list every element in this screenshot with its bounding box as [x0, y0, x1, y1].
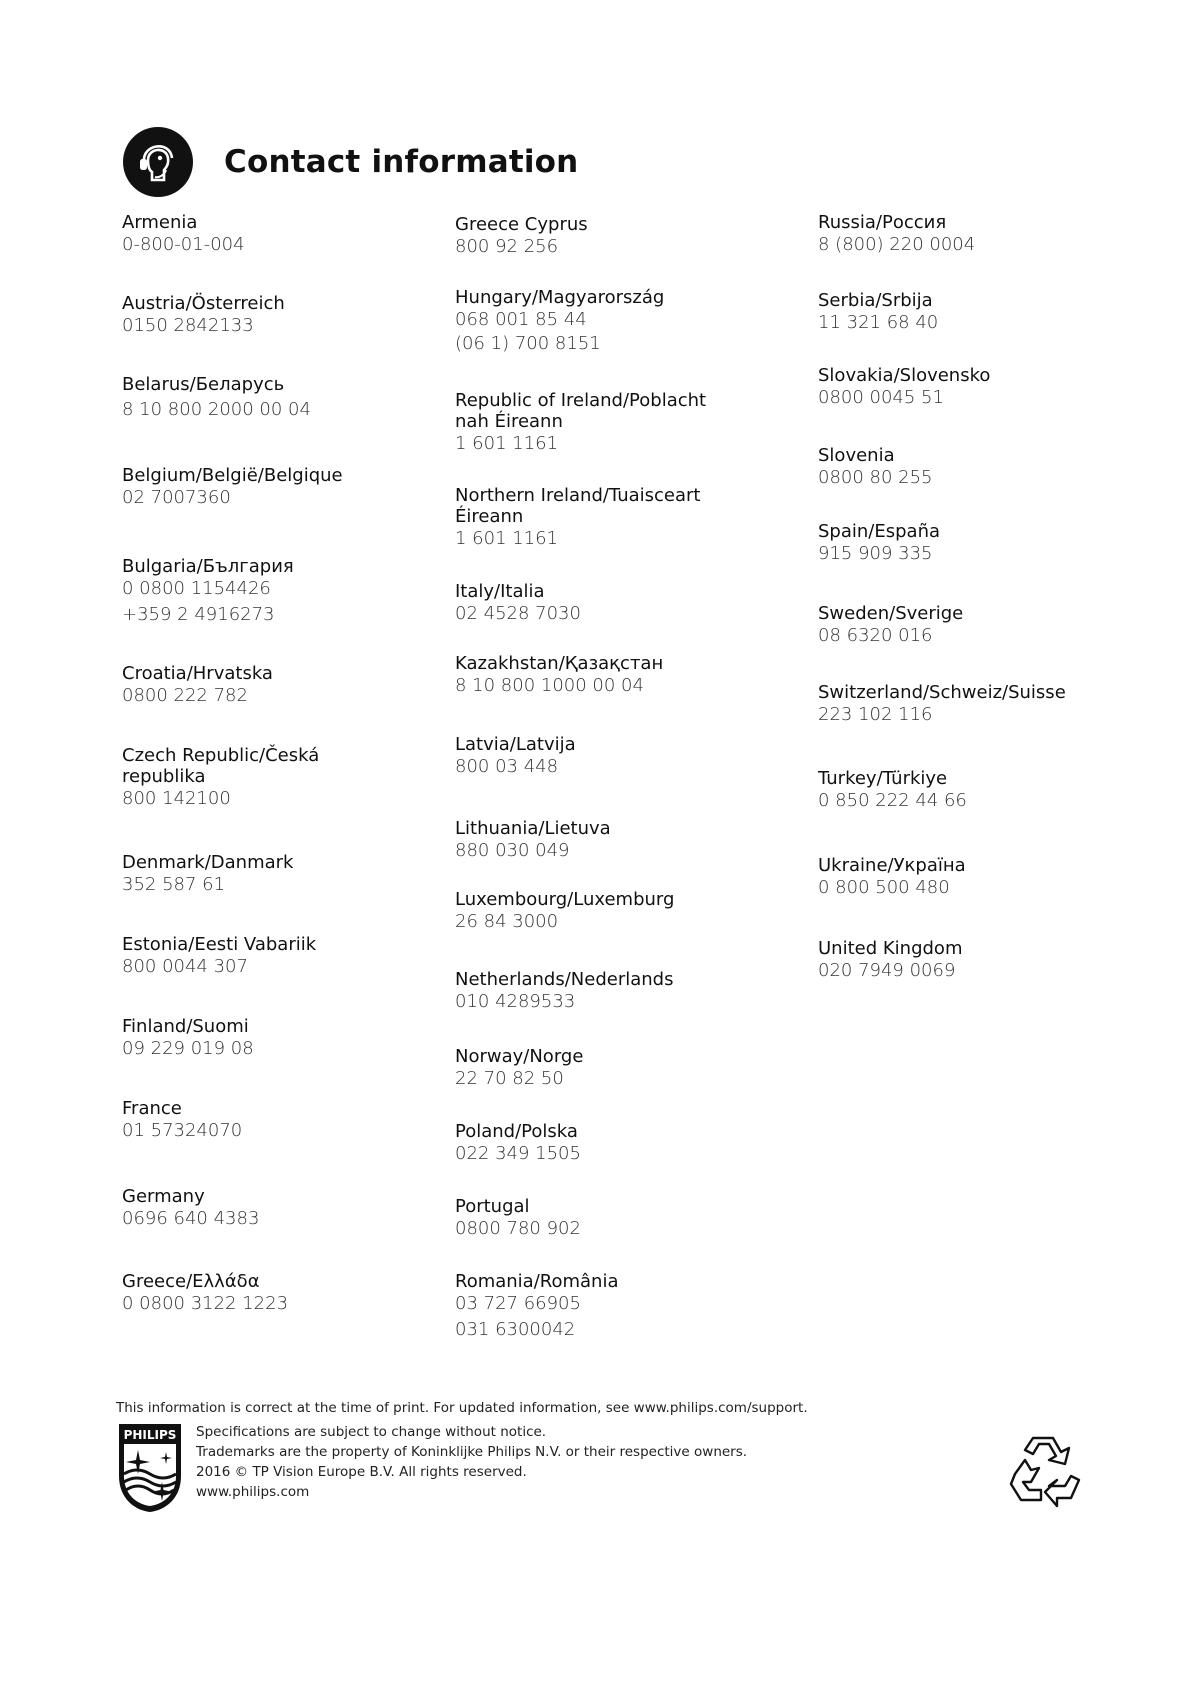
country-name-continued: Éireann: [455, 506, 524, 527]
phone-number: 08 6320 016: [818, 625, 933, 646]
phone-number: 352 587 61: [122, 874, 226, 895]
contact-entry: [122, 293, 285, 338]
contact-entry: [455, 653, 663, 698]
phone-number: 800 142100: [122, 788, 231, 809]
country-name: Switzerland/Schweiz/Suisse: [818, 682, 1066, 703]
philips-logo-text: PHILIPS: [123, 1428, 177, 1442]
phone-number: 0 800 500 480: [818, 877, 950, 898]
contact-entry: [455, 485, 701, 551]
contact-entry: [818, 938, 962, 983]
country-name: Portugal: [455, 1196, 530, 1217]
contact-entry: [455, 818, 611, 863]
phone-number: 010 4289533: [455, 991, 576, 1012]
phone-number: 0 0800 3122 1223: [122, 1293, 289, 1314]
country-name: France: [122, 1098, 182, 1119]
phone-number: 0800 80 255: [818, 467, 933, 488]
country-name: Sweden/Sverige: [818, 603, 964, 624]
phone-number: 0696 640 4383: [122, 1208, 260, 1229]
country-name: Hungary/Magyarország: [455, 287, 665, 308]
contact-entry: [818, 445, 933, 490]
phone-number: 0 0800 1154426: [122, 578, 271, 599]
phone-number: 22 70 82 50: [455, 1068, 564, 1089]
recycle-icon: [1003, 1430, 1083, 1510]
country-name: Greece Cyprus: [455, 214, 588, 235]
contact-entry: [818, 603, 963, 648]
contact-entry: [455, 969, 673, 1014]
contact-entry: [122, 212, 245, 257]
phone-number: 8 10 800 2000 00 04: [122, 399, 311, 420]
country-name: Republic of Ireland/Poblacht: [455, 390, 707, 411]
country-name: Austria/Österreich: [122, 293, 285, 314]
phone-number: 800 0044 307: [122, 956, 248, 977]
phone-number: 0 850 222 44 66: [818, 790, 967, 811]
phone-number: 068 001 85 44: [455, 309, 587, 330]
phone-number: 1 601 1161: [455, 528, 559, 549]
country-name: Denmark/Danmark: [122, 852, 294, 873]
contact-entry: [455, 1121, 581, 1166]
contact-entry: [818, 682, 1066, 727]
phone-number: 02 7007360: [122, 487, 231, 508]
phone-number: 223 102 116: [818, 704, 933, 725]
country-name: Estonia/Eesti Vabariik: [122, 934, 317, 955]
country-name: Armenia: [122, 212, 198, 233]
phone-number: 800 03 448: [455, 756, 559, 777]
contact-entry: [818, 768, 967, 813]
footer-note: This information is correct at the time of print. For updated information, see www.philips.com/support.: [116, 1400, 808, 1416]
contact-entry: [455, 1271, 619, 1342]
country-name: United Kingdom: [818, 938, 963, 959]
contact-entry: [455, 734, 576, 779]
phone-number: 800 92 256: [455, 236, 559, 257]
contact-entry: [455, 1196, 581, 1241]
contact-entry: [455, 889, 674, 934]
phone-number: 020 7949 0069: [818, 960, 956, 981]
phone-number: 8 (800) 220 0004: [818, 234, 976, 255]
contact-entry: [818, 365, 990, 410]
phone-number: 031 6300042: [455, 1319, 576, 1340]
phone-number: 0-800-01-004: [122, 234, 245, 255]
country-name: Poland/Polska: [455, 1121, 578, 1142]
phone-number: 09 229 019 08: [122, 1038, 254, 1059]
contact-entry: [122, 745, 319, 811]
contact-entry: [122, 1271, 288, 1316]
contact-entry: [818, 521, 940, 566]
phone-number: 01 57324070: [122, 1120, 243, 1141]
country-name: Finland/Suomi: [122, 1016, 249, 1037]
country-name: Italy/Italia: [455, 581, 545, 602]
contact-entry: [122, 934, 316, 979]
contact-entry: [455, 581, 581, 626]
country-name: Russia/Россия: [818, 212, 947, 233]
country-name: Czech Republic/Česká: [122, 745, 320, 766]
contact-entry: [818, 855, 966, 900]
country-name: Netherlands/Nederlands: [455, 969, 674, 990]
phone-number: 0800 0045 51: [818, 387, 944, 408]
contact-entry: [818, 212, 975, 257]
contact-entry: [122, 1186, 259, 1231]
phone-number: (06 1) 700 8151: [455, 333, 601, 354]
phone-number: +359 2 4916273: [122, 604, 275, 625]
footer-link: www.philips.com: [196, 1484, 310, 1500]
country-name: Bulgaria/България: [122, 556, 294, 577]
phone-number: 0800 222 782: [122, 685, 248, 706]
phone-number: 0800 780 902: [455, 1218, 581, 1239]
phone-number: 8 10 800 1000 00 04: [455, 675, 644, 696]
page-footer: [116, 1400, 1096, 1520]
country-name: Croatia/Hrvatska: [122, 663, 273, 684]
country-name: Serbia/Srbija: [818, 290, 933, 311]
country-name: Romania/România: [455, 1271, 619, 1292]
contact-entry: [122, 1098, 242, 1143]
country-name: Luxembourg/Luxemburg: [455, 889, 675, 910]
phone-number: 03 727 66905: [455, 1293, 581, 1314]
contact-entry: [122, 374, 311, 422]
country-name: Northern Ireland/Tuaisceart: [455, 485, 701, 506]
country-name: Spain/España: [818, 521, 941, 542]
country-name: Slovenia: [818, 445, 895, 466]
country-name: Belarus/Беларусь: [122, 374, 285, 395]
country-name: Norway/Norge: [455, 1046, 584, 1067]
footer-line: 2016 © TP Vision Europe B.V. All rights reserved.: [196, 1464, 527, 1480]
contact-entry: [818, 290, 938, 335]
contact-entry: [122, 465, 343, 510]
phone-number: 26 84 3000: [455, 911, 559, 932]
country-name: Germany: [122, 1186, 205, 1207]
phone-number: 11 321 68 40: [818, 312, 939, 333]
contact-entry: [122, 556, 294, 627]
country-name: Turkey/Türkiye: [818, 768, 948, 789]
contact-entry: [455, 1046, 583, 1091]
footer-line: Specifications are subject to change without notice.: [196, 1424, 547, 1440]
customer-support-icon: [122, 126, 194, 198]
phone-number: 880 030 049: [455, 840, 570, 861]
contact-entry: [455, 214, 588, 259]
country-name: Kazakhstan/Қазақстан: [455, 653, 664, 674]
page-title: Contact information: [224, 144, 579, 180]
phone-number: 0150 2842133: [122, 315, 254, 336]
contact-entry: [455, 287, 664, 356]
contact-entry: [122, 1016, 254, 1061]
footer-line: Trademarks are the property of Koninklijke Philips N.V. or their respective owners.: [196, 1444, 748, 1460]
phone-number: 022 349 1505: [455, 1143, 581, 1164]
country-name: Belgium/België/Belgique: [122, 465, 343, 486]
philips-shield-logo: [116, 1422, 184, 1514]
page-header: [122, 126, 578, 198]
country-name: Slovakia/Slovensko: [818, 365, 991, 386]
country-name: Latvia/Latvija: [455, 734, 576, 755]
footer-legal-text: [196, 1422, 747, 1502]
country-name: Ukraine/Україна: [818, 855, 966, 876]
country-name-continued: nah Éireann: [455, 411, 563, 432]
contact-entry: [455, 390, 706, 456]
contact-entry: [122, 663, 273, 708]
phone-number: 915 909 335: [818, 543, 933, 564]
country-name-continued: republika: [122, 766, 206, 787]
phone-number: 1 601 1161: [455, 433, 559, 454]
contact-entry: [122, 852, 293, 897]
country-name: Greece/Ελλάδα: [122, 1271, 260, 1292]
country-name: Lithuania/Lietuva: [455, 818, 611, 839]
phone-number: 02 4528 7030: [455, 603, 581, 624]
